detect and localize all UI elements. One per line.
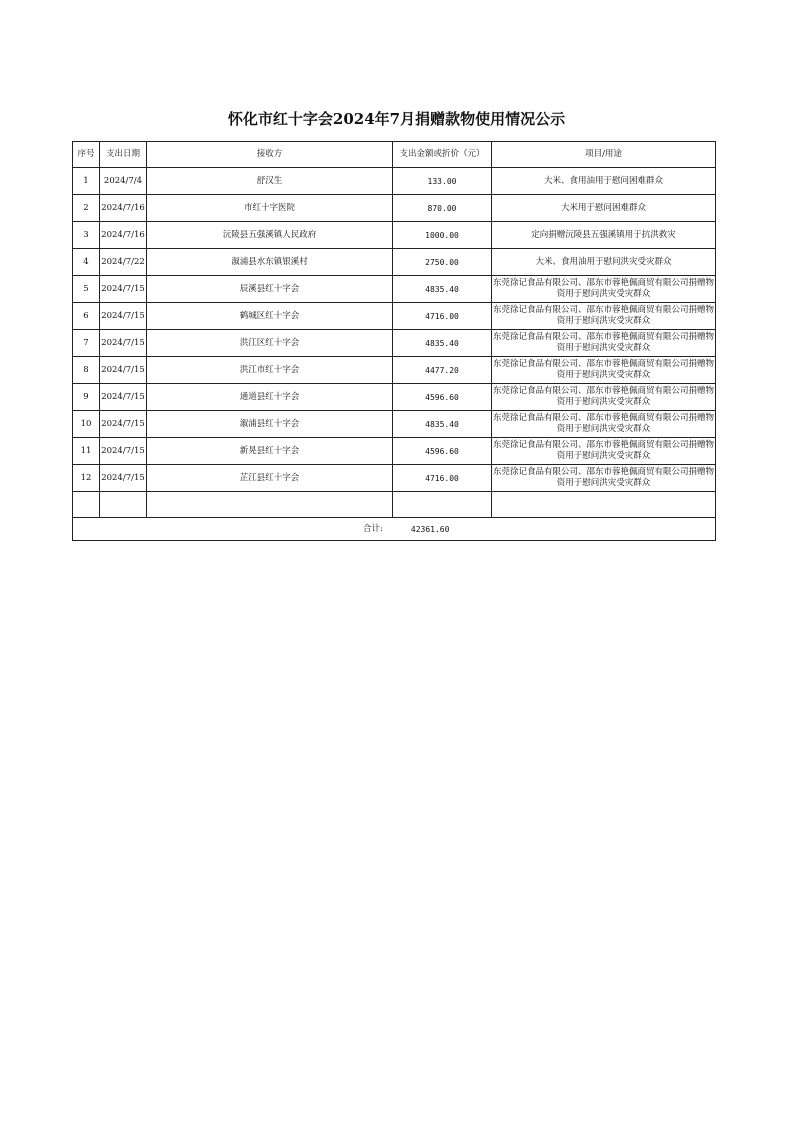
row-index: 5 [73, 276, 100, 303]
row-amount: 4716.00 [393, 465, 492, 492]
row-index: 7 [73, 330, 100, 357]
row-purpose: 东莞徐记食品有限公司、邵东市蓉艳佩商贸有限公司捐赠物资用于慰问洪灾受灾群众 [492, 384, 716, 411]
total-cell [73, 518, 716, 541]
header-index: 序号 [73, 142, 100, 168]
row-amount: 4835.40 [393, 276, 492, 303]
row-recipient: 舒汉生 [147, 168, 393, 195]
table-row [73, 249, 716, 276]
row-recipient: 芷江县红十字会 [147, 465, 393, 492]
row-date: 2024/7/4 [100, 168, 147, 195]
table-row [73, 411, 716, 438]
row-recipient: 新晃县红十字会 [147, 438, 393, 465]
row-recipient: 溆浦县红十字会 [147, 411, 393, 438]
header-date: 支出日期 [100, 142, 147, 168]
row-purpose: 大米、食用油用于慰问洪灾受灾群众 [492, 249, 716, 276]
row-amount: 4477.20 [393, 357, 492, 384]
row-date: 2024/7/16 [100, 195, 147, 222]
row-purpose: 大米用于慰问困难群众 [492, 195, 716, 222]
row-amount: 870.00 [393, 195, 492, 222]
row-recipient: 通道县红十字会 [147, 384, 393, 411]
row-index: 1 [73, 168, 100, 195]
row-index: 9 [73, 384, 100, 411]
table-row [73, 222, 716, 249]
row-date: 2024/7/15 [100, 357, 147, 384]
table-total-row [73, 518, 716, 541]
table-row [73, 357, 716, 384]
row-recipient: 溆浦县水东镇银溪村 [147, 249, 393, 276]
blank-cell [393, 492, 492, 518]
row-recipient: 辰溪县红十字会 [147, 276, 393, 303]
table-row [73, 168, 716, 195]
row-date: 2024/7/15 [100, 276, 147, 303]
blank-cell [73, 492, 100, 518]
row-amount: 4835.40 [393, 330, 492, 357]
row-date: 2024/7/22 [100, 249, 147, 276]
row-purpose: 定向捐赠沅陵县五强溪镇用于抗洪救灾 [492, 222, 716, 249]
row-index: 10 [73, 411, 100, 438]
row-recipient: 市红十字医院 [147, 195, 393, 222]
row-recipient: 洪江区红十字会 [147, 330, 393, 357]
row-index: 11 [73, 438, 100, 465]
header-purpose: 项目/用途 [492, 142, 716, 168]
row-date: 2024/7/15 [100, 438, 147, 465]
row-index: 8 [73, 357, 100, 384]
row-amount: 4835.40 [393, 411, 492, 438]
table-row [73, 276, 716, 303]
row-purpose: 大米、食用油用于慰问困难群众 [492, 168, 716, 195]
row-recipient: 洪江市红十字会 [147, 357, 393, 384]
row-purpose: 东莞徐记食品有限公司、邵东市蓉艳佩商贸有限公司捐赠物资用于慰问洪灾受灾群众 [492, 303, 716, 330]
table-row-blank [73, 492, 716, 518]
row-amount: 4716.00 [393, 303, 492, 330]
row-date: 2024/7/15 [100, 384, 147, 411]
donation-usage-table [72, 141, 716, 541]
row-index: 12 [73, 465, 100, 492]
row-amount: 2750.00 [393, 249, 492, 276]
row-purpose: 东莞徐记食品有限公司、邵东市蓉艳佩商贸有限公司捐赠物资用于慰问洪灾受灾群众 [492, 438, 716, 465]
row-recipient: 鹤城区红十字会 [147, 303, 393, 330]
blank-cell [100, 492, 147, 518]
table-row [73, 438, 716, 465]
page-title: 怀化市红十字会2024年7月捐赠款物使用情况公示 [227, 110, 566, 128]
row-recipient: 沅陵县五强溪镇人民政府 [147, 222, 393, 249]
row-amount: 4596.60 [393, 438, 492, 465]
row-purpose: 东莞徐记食品有限公司、邵东市蓉艳佩商贸有限公司捐赠物资用于慰问洪灾受灾群众 [492, 465, 716, 492]
row-amount: 4596.60 [393, 384, 492, 411]
row-index: 3 [73, 222, 100, 249]
row-index: 4 [73, 249, 100, 276]
total-label: 合计: [363, 523, 383, 534]
row-index: 2 [73, 195, 100, 222]
row-amount: 133.00 [393, 168, 492, 195]
row-amount: 1000.00 [393, 222, 492, 249]
header-recipient: 接收方 [147, 142, 393, 168]
row-date: 2024/7/15 [100, 303, 147, 330]
row-date: 2024/7/15 [100, 465, 147, 492]
blank-cell [492, 492, 716, 518]
total-value: 42361.60 [410, 524, 450, 534]
table-header-row [73, 142, 716, 168]
header-amount: 支出金额或折价（元） [393, 142, 492, 168]
row-date: 2024/7/15 [100, 330, 147, 357]
row-purpose: 东莞徐记食品有限公司、邵东市蓉艳佩商贸有限公司捐赠物资用于慰问洪灾受灾群众 [492, 276, 716, 303]
table-row [73, 384, 716, 411]
row-purpose: 东莞徐记食品有限公司、邵东市蓉艳佩商贸有限公司捐赠物资用于慰问洪灾受灾群众 [492, 411, 716, 438]
row-index: 6 [73, 303, 100, 330]
blank-cell [147, 492, 393, 518]
row-date: 2024/7/16 [100, 222, 147, 249]
row-date: 2024/7/15 [100, 411, 147, 438]
table-row [73, 303, 716, 330]
table-row [73, 330, 716, 357]
row-purpose: 东莞徐记食品有限公司、邵东市蓉艳佩商贸有限公司捐赠物资用于慰问洪灾受灾群众 [492, 330, 716, 357]
table-row [73, 195, 716, 222]
row-purpose: 东莞徐记食品有限公司、邵东市蓉艳佩商贸有限公司捐赠物资用于慰问洪灾受灾群众 [492, 357, 716, 384]
table-row [73, 465, 716, 492]
